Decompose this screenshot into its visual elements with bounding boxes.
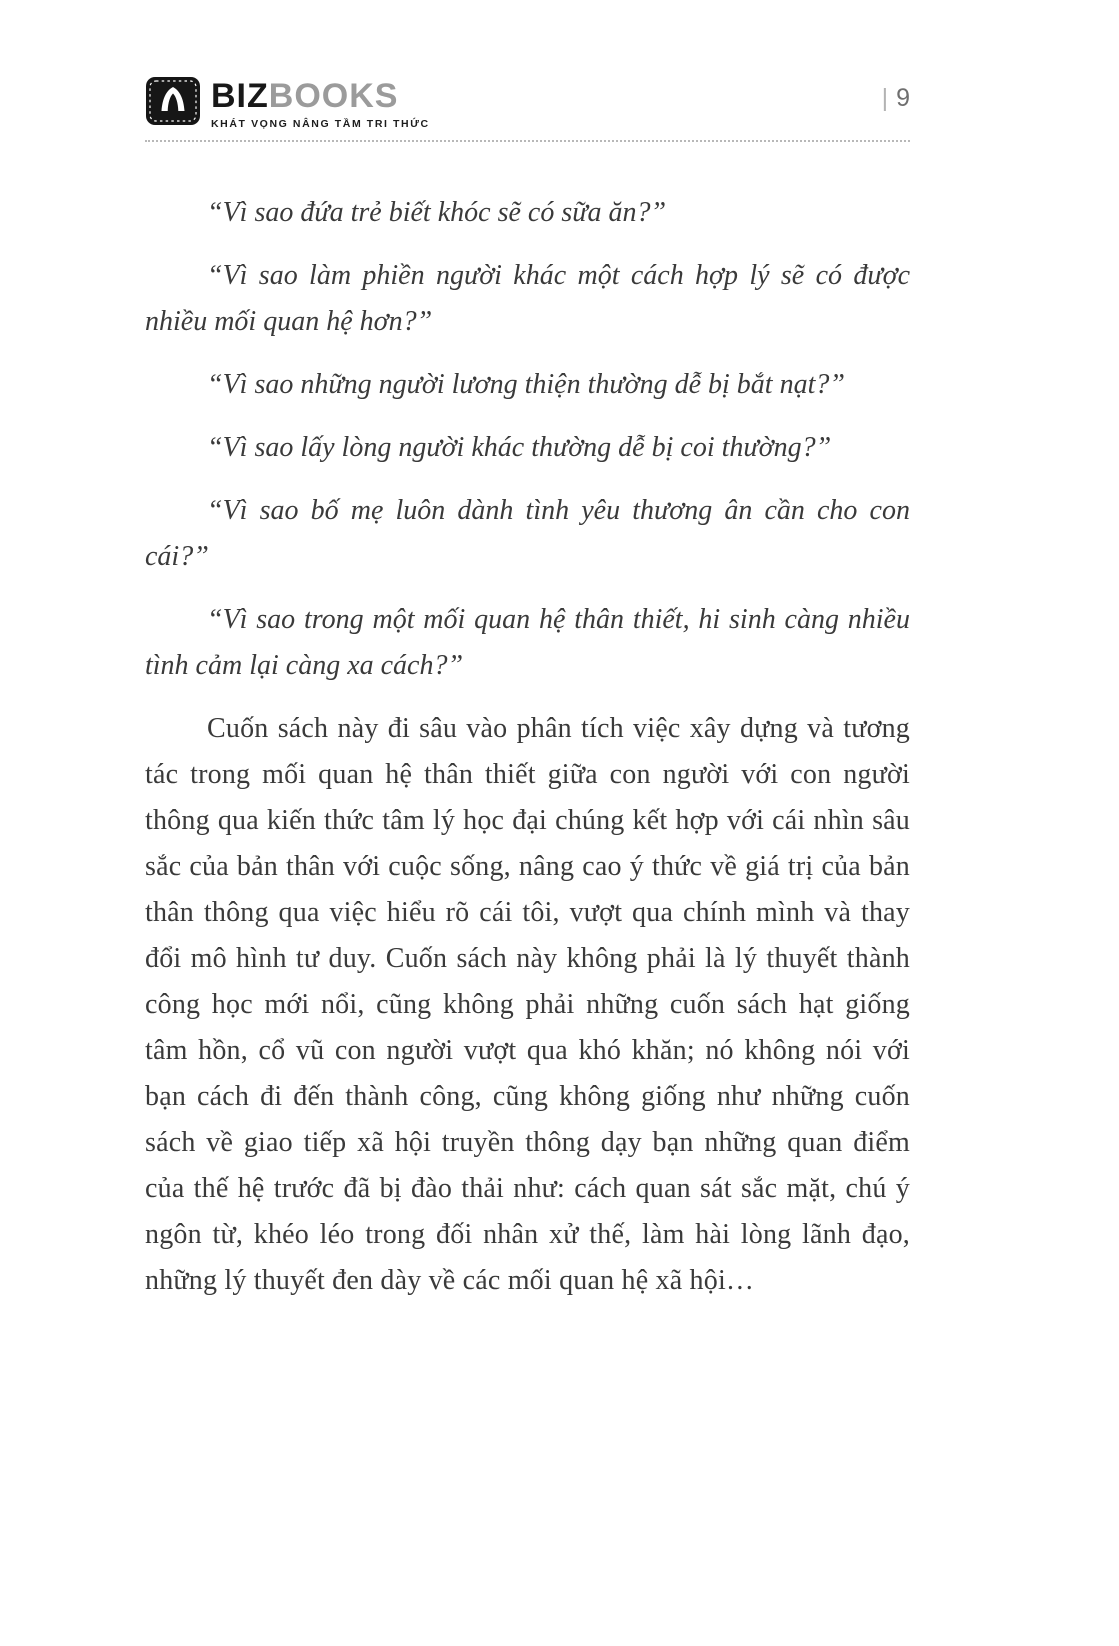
logo-wordmark bbox=[211, 79, 430, 113]
logo-tagline: KHÁT VỌNG NÂNG TẦM TRI THỨC bbox=[211, 118, 430, 130]
logo-books-text: BOOKS bbox=[268, 77, 399, 115]
quote-line: “Vì sao bố mẹ luôn dành tình yêu thương ân cần cho con cái?” bbox=[145, 494, 910, 572]
bizbooks-stamp-icon bbox=[145, 76, 201, 126]
page-content bbox=[145, 190, 910, 1304]
quote-line: “Vì sao làm phiền người khác một cách hợp lý sẽ có được nhiều mối quan hệ hơn?” bbox=[145, 259, 910, 337]
quote-line: “Vì sao lấy lòng người khác thường dễ bị coi thường?” bbox=[207, 431, 832, 463]
quote-line: “Vì sao trong một mối quan hệ thân thiết, hi sinh càng nhiều tình cảm lại càng xa cách?” bbox=[145, 603, 910, 681]
bizbooks-logo bbox=[145, 76, 430, 130]
logo-text bbox=[211, 76, 430, 130]
quote-line: “Vì sao đứa trẻ biết khóc sẽ có sữa ăn?” bbox=[207, 196, 667, 228]
body-paragraph: Cuốn sách này đi sâu vào phân tích việc xây dựng và tương tác trong mối quan hệ thân thiết giữa con người với con người thông qua kiến thức tâm lý học đại chúng kết hợp với cái nhìn sâu sắc của bản thân với cuộc sống, nâng cao ý thức về giá trị của bản thân thông qua việc hiểu rõ cái tôi, vượt qua chính mình và thay đổi mô hình tư duy. Cuốn sách này không phải là lý thuyết thành công học mới nổi, cũng không phải những cuốn sách hạt giống tâm hồn, cổ vũ con người vượt qua khó khăn; nó không nói với bạn cách đi đến thành công, cũng không giống như những cuốn sách về giao tiếp xã hội truyền thông dạy bạn những quan điểm của thế hệ trước đã bị đào thải như: cách quan sát sắc mặt, chú ý ngôn từ, khéo léo trong đối nhân xử thế, làm hài lòng lãnh đạo, những lý thuyết đen dày về các mối quan hệ xã hội… bbox=[145, 712, 910, 1296]
logo-biz-text: BIZ bbox=[211, 77, 269, 115]
page-number-separator: | bbox=[881, 84, 889, 112]
page-header bbox=[145, 76, 910, 142]
page-number-value: 9 bbox=[896, 84, 910, 112]
page-number bbox=[882, 76, 910, 113]
quote-line: “Vì sao những người lương thiện thường dễ bị bắt nạt?” bbox=[207, 368, 845, 400]
